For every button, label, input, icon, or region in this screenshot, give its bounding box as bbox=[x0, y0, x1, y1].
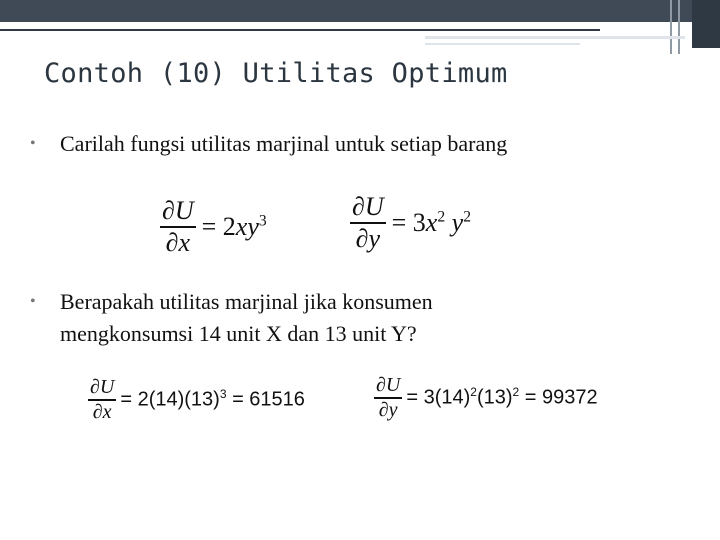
decor-line bbox=[678, 0, 680, 54]
bullet-marker: • bbox=[30, 135, 36, 152]
denominator: ∂y bbox=[355, 223, 380, 253]
rhs-exponent: 2 bbox=[512, 385, 520, 400]
rhs-coefficient: = 3 bbox=[391, 207, 426, 237]
equation-rhs bbox=[406, 385, 597, 410]
rhs-variable: x bbox=[235, 211, 248, 241]
decor-line bbox=[670, 0, 672, 54]
bullet-text-line-1: Berapakah utilitas marjinal jika konsumen bbox=[60, 289, 433, 314]
rhs-expression: = 2(14)(13) bbox=[120, 389, 220, 412]
numerator: ∂U bbox=[352, 192, 384, 221]
denominator: ∂x bbox=[165, 227, 190, 257]
equation-rhs bbox=[120, 387, 305, 412]
rhs-exponent: 2 bbox=[437, 208, 446, 226]
rhs-variable: y bbox=[247, 211, 259, 241]
equation-rhs bbox=[392, 208, 471, 238]
rhs-result: = 61516 bbox=[226, 389, 305, 412]
equation-mu-y bbox=[350, 192, 471, 254]
decor-line bbox=[425, 43, 580, 45]
rhs-exponent: 2 bbox=[463, 208, 471, 226]
numerator: ∂U bbox=[376, 374, 401, 396]
numerator: ∂U bbox=[162, 196, 194, 225]
equation-mu-y-value bbox=[374, 374, 598, 422]
rhs-coefficient: = 2 bbox=[201, 211, 236, 241]
equation-mu-x-value bbox=[88, 376, 305, 424]
rhs-expression: = 3(14) bbox=[406, 387, 471, 410]
fraction bbox=[88, 376, 116, 424]
slide-top-bar bbox=[0, 0, 720, 22]
rhs-expression: (13) bbox=[476, 387, 513, 410]
equation-mu-x bbox=[160, 196, 267, 258]
denominator: ∂x bbox=[92, 400, 112, 423]
title-accent-line bbox=[0, 29, 600, 31]
rhs-result: = 99372 bbox=[519, 387, 598, 410]
denominator: ∂y bbox=[378, 398, 398, 421]
fraction bbox=[350, 192, 386, 254]
rhs-variable: y bbox=[451, 207, 464, 237]
bullet-text-line-2: mengkonsumsi 14 unit X dan 13 unit Y? bbox=[60, 321, 417, 346]
rhs-exponent: 2 bbox=[470, 385, 477, 400]
slide-corner-block bbox=[692, 0, 720, 48]
fraction bbox=[160, 196, 196, 258]
rhs-exponent: 3 bbox=[258, 212, 267, 230]
fraction bbox=[374, 374, 402, 422]
numerator: ∂U bbox=[90, 376, 115, 398]
decor-line bbox=[425, 36, 685, 39]
bullet-marker: • bbox=[30, 293, 36, 310]
rhs-exponent: 3 bbox=[219, 387, 227, 402]
slide-title: Contoh (10) Utilitas Optimum bbox=[44, 58, 508, 89]
bullet-text: Carilah fungsi utilitas marjinal untuk setiap barang bbox=[60, 131, 508, 156]
rhs-variable: x bbox=[425, 207, 438, 237]
equation-rhs bbox=[202, 212, 267, 242]
